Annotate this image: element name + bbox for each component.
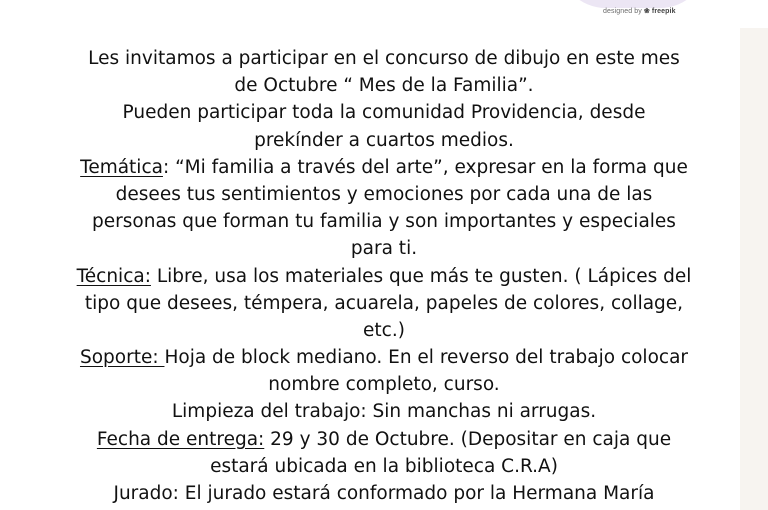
image-credit: [603, 7, 676, 15]
invitation-line: de Octubre “ Mes de la Familia”.: [234, 75, 534, 97]
soporte-line: [0, 344, 768, 371]
credit-prefix: designed by: [603, 8, 642, 15]
tematica-line: personas que forman tu familia y son importantes y especiales: [92, 211, 676, 233]
invitation-line: prekínder a cuartos medios.: [254, 129, 514, 151]
fecha-text: 29 y 30 de Octubre. (Depositar en caja que: [264, 428, 672, 450]
invitation-line: Pueden participar toda la comunidad Providencia, desde: [122, 102, 646, 124]
tecnica-label: Técnica:: [76, 265, 151, 287]
invitation-line: Les invitamos a participar en el concurso de dibujo en este mes: [88, 48, 680, 69]
tematica-label: Temática: [80, 156, 163, 178]
tecnica-line: etc.): [363, 319, 405, 341]
soporte-line: nombre completo, curso.: [268, 374, 500, 396]
soporte-label: Soporte:: [79, 347, 165, 369]
document-body: [0, 45, 768, 507]
jurado-line: Jurado: El jurado estará conformado por la Hermana María: [113, 483, 655, 504]
limpieza-line: Limpieza del trabajo: Sin manchas ni arrugas.: [171, 401, 597, 423]
tematica-text: : “Mi familia a través del arte”, expresar en la forma que: [162, 156, 688, 178]
tecnica-line: tipo que desees, témpera, acuarela, papeles de colores, collage,: [84, 292, 684, 314]
tematica-line: [0, 154, 768, 181]
fecha-line: [0, 426, 768, 453]
soporte-text: Hoja de block mediano. En el reverso del trabajo colocar: [164, 347, 689, 369]
credit-brand: ❀ freepik: [643, 8, 676, 15]
tematica-line: desees tus sentimientos y emociones por cada una de las: [115, 183, 653, 205]
tecnica-text: Libre, usa los materiales que más te gusten. ( Lápices del: [150, 265, 692, 287]
fecha-label: Fecha de entrega:: [96, 428, 265, 450]
fecha-line: estará ubicada en la biblioteca C.R.A): [210, 455, 558, 477]
tecnica-line: [0, 263, 768, 290]
tematica-line: para ti.: [350, 238, 418, 260]
